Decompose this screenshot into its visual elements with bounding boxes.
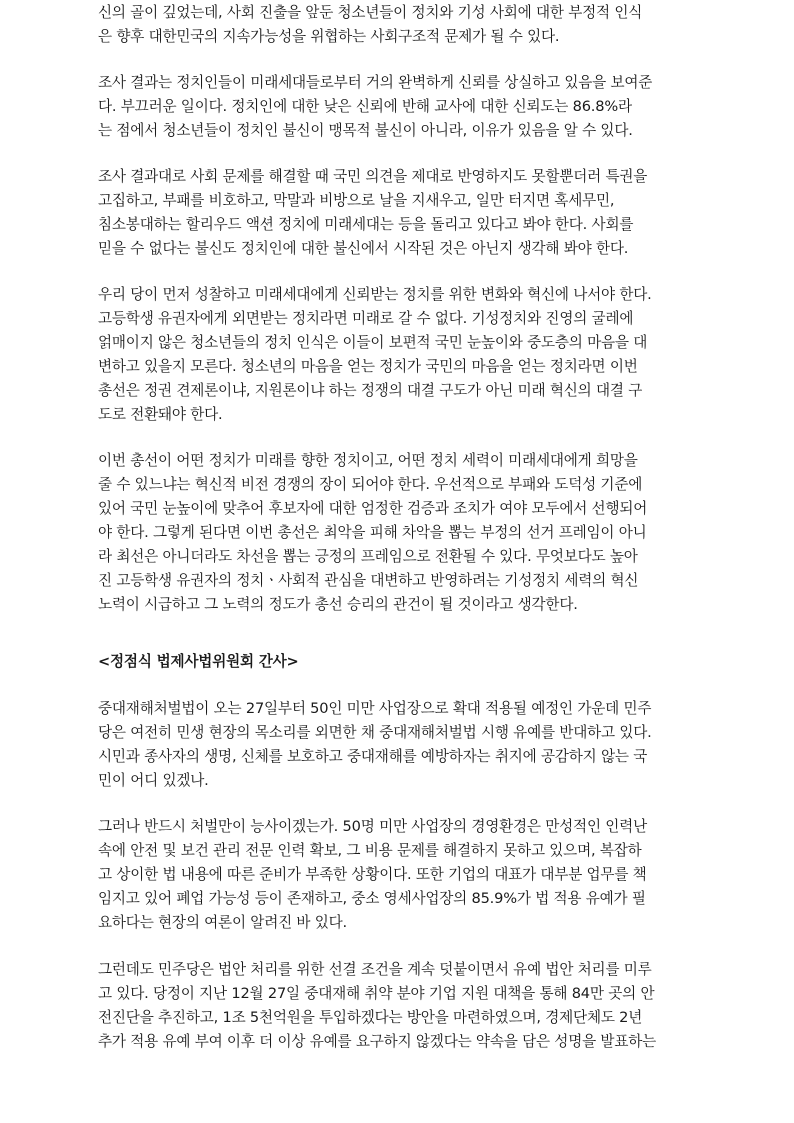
paragraph — [98, 958, 656, 1054]
text-line: 고 상이한 법 내용에 따른 준비가 부족한 상황이다. 또한 기업의 대표가 대부분 업무를 책 — [98, 866, 647, 883]
paragraph — [98, 1, 642, 49]
text-line: 시민과 종사자의 생명, 신체를 보호하고 중대재해를 예방하자는 취지에 공감하지 않는 국 — [98, 748, 648, 765]
text-line: 야 한다. 그렇게 된다면 이번 총선은 최악을 피해 차악을 뽑는 부정의 선거 프레임이 아니 — [98, 524, 647, 541]
paragraph — [98, 449, 647, 617]
text-line: 변하고 있을지 모른다. 청소년의 마음을 얻는 정치가 국민의 마음을 얻는 정치라면 이번 — [98, 358, 638, 375]
text-line: 그런데도 민주당은 법안 처리를 위한 선결 조건을 계속 덧붙이면서 유예 법안 처리를 미루 — [98, 961, 652, 978]
paragraph — [98, 165, 647, 261]
text-line: 요하다는 현장의 여론이 알려진 바 있다. — [98, 914, 347, 931]
text-line: 조사 결과는 정치인들이 미래세대들로부터 거의 완벽하게 신뢰를 상실하고 있음을 보여준 — [98, 74, 653, 91]
text-line: 은 향후 대한민국의 지속가능성을 위협하는 사회구조적 문제가 될 수 있다. — [98, 28, 560, 45]
text-line: 진 고등학생 유권자의 정치ㆍ사회적 관심을 대변하고 반영하려는 기성정치 세력의 혁신 — [98, 572, 639, 589]
paragraph — [98, 283, 652, 427]
text-line: 고 있다. 당정이 지난 12월 27일 중대재해 취약 분야 기업 지원 대책을 통해 84만 곳의 안 — [98, 985, 655, 1002]
text-line: 임지고 있어 폐업 가능성 등이 존재하고, 중소 영세사업장의 85.9%가 법 적용 유예가 필 — [98, 890, 646, 907]
text-line: 민이 어디 있겠나. — [98, 772, 209, 789]
text-line: 신의 골이 깊었는데, 사회 진출을 앞둔 청소년들이 정치와 기성 사회에 대한 부정적 인식 — [98, 4, 643, 21]
text-line: 우리 당이 먼저 성찰하고 미래세대에게 신뢰받는 정치를 위한 변화와 혁신에 나서야 한다. — [98, 286, 652, 303]
text-line: 는 점에서 청소년들이 정치인 불신이 맹목적 불신이 아니라, 이유가 있음을 알 수 있다. — [98, 122, 633, 139]
text-line: 얽매이지 않은 청소년들의 정치 인식은 이들이 보편적 국민 눈높이와 중도층의 마음을 대 — [98, 334, 648, 351]
text-line: 줄 수 있느냐는 혁신적 비전 경쟁의 장이 되어야 한다. 우선적으로 부패와 도덕성 기준에 — [98, 476, 643, 493]
text-line: 믿을 수 없다는 불신도 정치인에 대한 불신에서 시작된 것은 아닌지 생각해 봐야 한다. — [98, 240, 629, 257]
text-line: 당은 여전히 민생 현장의 목소리를 외면한 채 중대재해처벌법 시행 유예를 반대하고 있다. — [98, 724, 652, 741]
text-line: 있어 국민 눈높이에 맞추어 후보자에 대한 엄정한 검증과 조치가 여야 모두에서 선행되어 — [98, 500, 648, 517]
text-line: 중대재해처벌법이 오는 27일부터 50인 미만 사업장으로 확대 적용될 예정인 가운데 민주 — [98, 700, 652, 717]
text-line: 고등학생 유권자에게 외면받는 정치라면 미래로 갈 수 없다. 기성정치와 진영의 굴레에 — [98, 310, 634, 327]
text-line: 도로 전환돼야 한다. — [98, 406, 223, 423]
paragraph — [98, 815, 647, 935]
text-line: 라 최선은 아니더라도 차선을 뽑는 긍정의 프레임으로 전환될 수 있다. 무엇보다도 높아 — [98, 548, 638, 565]
section-heading: <정점식 법제사법위원회 간사> — [98, 653, 299, 670]
text-line: 노력이 시급하고 그 노력의 정도가 총선 승리의 관건이 될 것이라고 생각한다. — [98, 596, 578, 613]
text-line: 속에 안전 및 보건 관리 전문 인력 확보, 그 비용 문제를 해결하지 못하고 있으며, 복잡하 — [98, 842, 642, 859]
paragraph — [98, 697, 652, 793]
text-line: 총선은 정권 견제론이냐, 지원론이냐 하는 정쟁의 대결 구도가 아닌 미래 혁신의 대결 구 — [98, 382, 643, 399]
paragraph — [98, 71, 652, 143]
text-line: 그러나 반드시 처벌만이 능사이겠는가. 50명 미만 사업장의 경영환경은 만성적인 인력난 — [98, 818, 647, 835]
text-line: 고집하고, 부패를 비호하고, 막말과 비방으로 날을 지새우고, 일만 터지면 혹세무민, — [98, 192, 615, 209]
text-line: 추가 적용 유예 부여 이후 더 이상 유예를 요구하지 않겠다는 약속을 담은 성명을 발표하는 — [98, 1033, 657, 1050]
text-line: 다. 부끄러운 일이다. 정치인에 대한 낮은 신뢰에 반해 교사에 대한 신뢰도는 86.8%라 — [98, 98, 632, 115]
text-line: 침소봉대하는 할리우드 액션 정치에 미래세대는 등을 돌리고 있다고 봐야 한다. 사회를 — [98, 216, 634, 233]
text-line: 이번 총선이 어떤 정치가 미래를 향한 정치이고, 어떤 정치 세력이 미래세대에게 희망을 — [98, 452, 638, 469]
text-line: 조사 결과대로 사회 문제를 해결할 때 국민 의견을 제대로 반영하지도 못할뿐더러 특권을 — [98, 168, 648, 185]
text-line: 전진단을 추진하고, 1조 5천억원을 투입하겠다는 방안을 마련하였으며, 경제단체도 2년 — [98, 1009, 643, 1026]
